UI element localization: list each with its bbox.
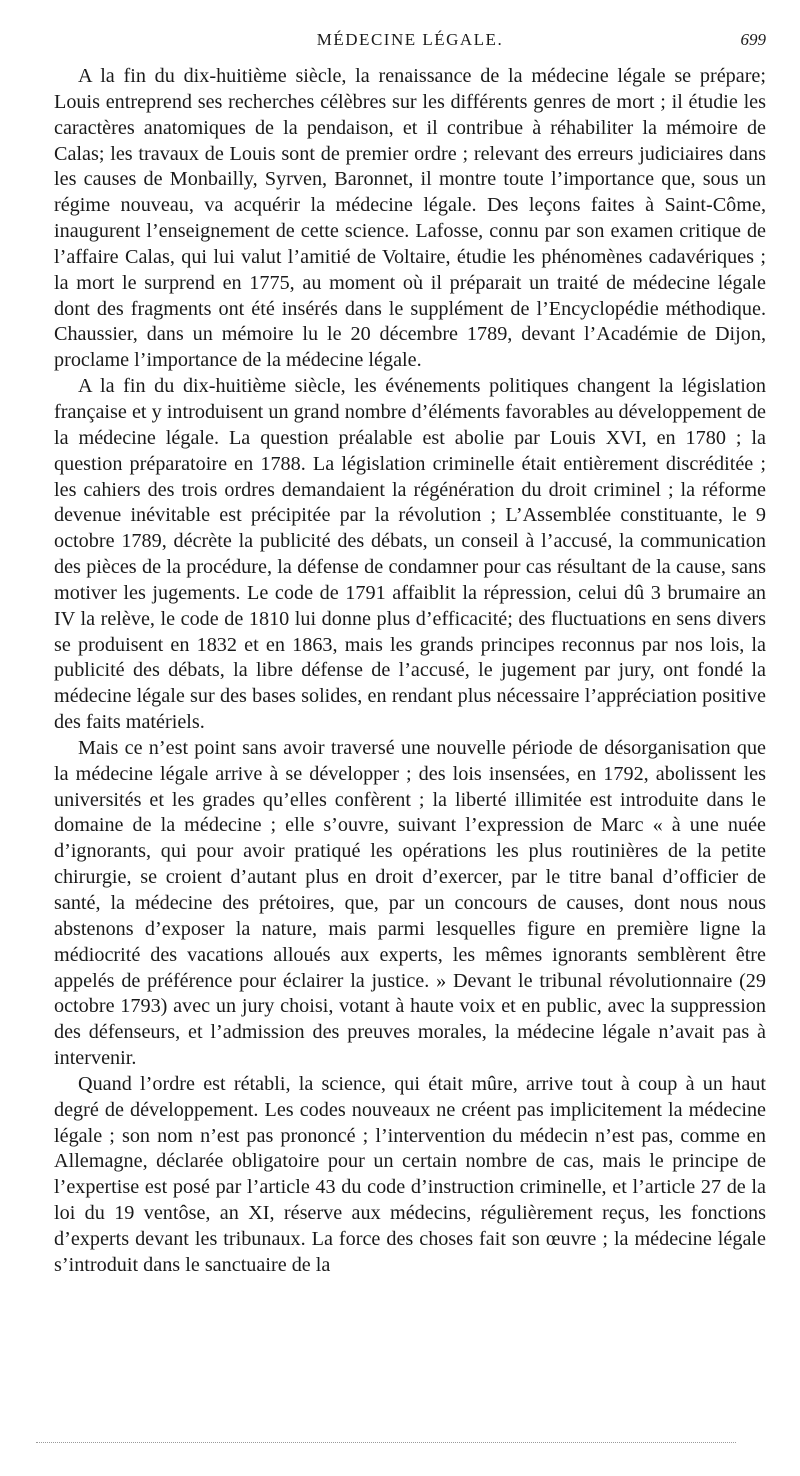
body-text (54, 64, 766, 1279)
running-title: MÉDECINE LÉGALE. (316, 30, 504, 49)
running-head (54, 30, 766, 56)
paragraph: Quand l’ordre est rétabli, la science, qui était mûre, arrive tout à coup à un haut degré de développement. Les codes nouveaux ne créent pas implicitement la médecine légale ; son nom n’est pas prononcé ; l’intervention du médecin n’est pas, comme en Allemagne, déclarée obligatoire pour un certain nombre de cas, mais le principe de l’expertise est posé par l’article 43 du code d’instruction criminelle, et l’article 27 de la loi du 19 ventôse, an XI, réserve aux médecins, régulièrement reçus, les fonctions d’experts devant les tribunaux. La force des choses fait son œuvre ; la médecine légale s’introduit dans le sanctuaire de la (54, 1072, 766, 1276)
footer-rule (36, 1442, 736, 1443)
paragraph: Mais ce n’est point sans avoir traversé une nouvelle période de désorganisation que la médecine légale arrive à se développer ; des lois insensées, en 1792, abolissent les universités et les grades qu’elles confèrent ; la liberté illimitée est introduite dans le domaine de la médecine ; elle s’ouvre, suivant l’expression de Marc « à une nuée d’ignorants, qui pour avoir pratiqué les opérations les plus routinières de la petite chirurgie, se croient d’autant plus en droit d’exercer, par le titre banal d’officier de santé, la médecine des prétoires, que, par un concours de causes, dont nous nous abstenons d’exposer la nature, mais parmi lesquelles figure en première ligne la médiocrité des vacations alloués aux experts, les mêmes ignorants semblèrent être appelés de préférence pour éclairer la justice. » Devant le tribunal révolutionnaire (29 octobre 1793) avec un jury choisi, votant à haute voix et en public, avec la suppression des défenseurs, et l’admission des preuves morales, la médecine légale n’avait pas à intervenir. (54, 736, 766, 1070)
paragraph: A la fin du dix-huitième siècle, la renaissance de la médecine légale se prépare; Louis entreprend ses recherches célèbres sur les différents genres de mort ; il étudie les caractères anatomiques de la pendaison, et il contribue à réhabiliter la mémoire de Calas; les travaux de Louis sont de premier ordre ; relevant des erreurs judiciaires dans les causes de Monbailly, Syrven, Baronnet, il montre toute l’importance que, sous un régime nouveau, va acquérir la médecine légale. Des leçons faites à Saint-Côme, inaugurent l’enseignement de cette science. Lafosse, connu par son examen critique de l’affaire Calas, qui lui valut l’amitié de Voltaire, étudie les phénomènes cadavériques ; la mort le surprend en 1775, au moment où il préparait un traité de médecine légale dont des fragments ont été insérés dans le supplément de l’Encyclopédie méthodique. Chaussier, dans un mémoire lu le 20 décembre 1789, devant l’Académie de Dijon, proclame l’importance de la médecine légale. (54, 65, 766, 372)
page-number: 699 (740, 30, 766, 49)
paragraph: A la fin du dix-huitième siècle, les événements politiques changent la législation française et y introduisent un grand nombre d’éléments favorables au développement de la médecine légale. La question préalable est abolie par Louis XVI, en 1780 ; la question préparatoire en 1788. La législation criminelle était entièrement discréditée ; les cahiers des trois ordres demandaient la régénération du droit criminel ; la réforme devenue inévitable est précipitée par la révolution ; L’Assemblée constituante, le 9 octobre 1789, décrète la publicité des débats, un conseil à l’accusé, la communication des pièces de la procédure, la défense de condamner pour cas résultant de la cause, sans motiver les jugements. Le code de 1791 affaiblit la répression, celui dû 3 brumaire an IV la relève, le code de 1810 lui donne plus d’efficacité; des fluctuations en sens divers se produisent en 1832 et en 1863, mais les grands principes reconnus par nos lois, la publicité des débats, la libre défense de l’accusé, le jugement par jury, ont fondé la médecine légale sur des bases solides, en rendant plus nécessaire l’appréciation positive des faits matériels. (54, 375, 766, 734)
